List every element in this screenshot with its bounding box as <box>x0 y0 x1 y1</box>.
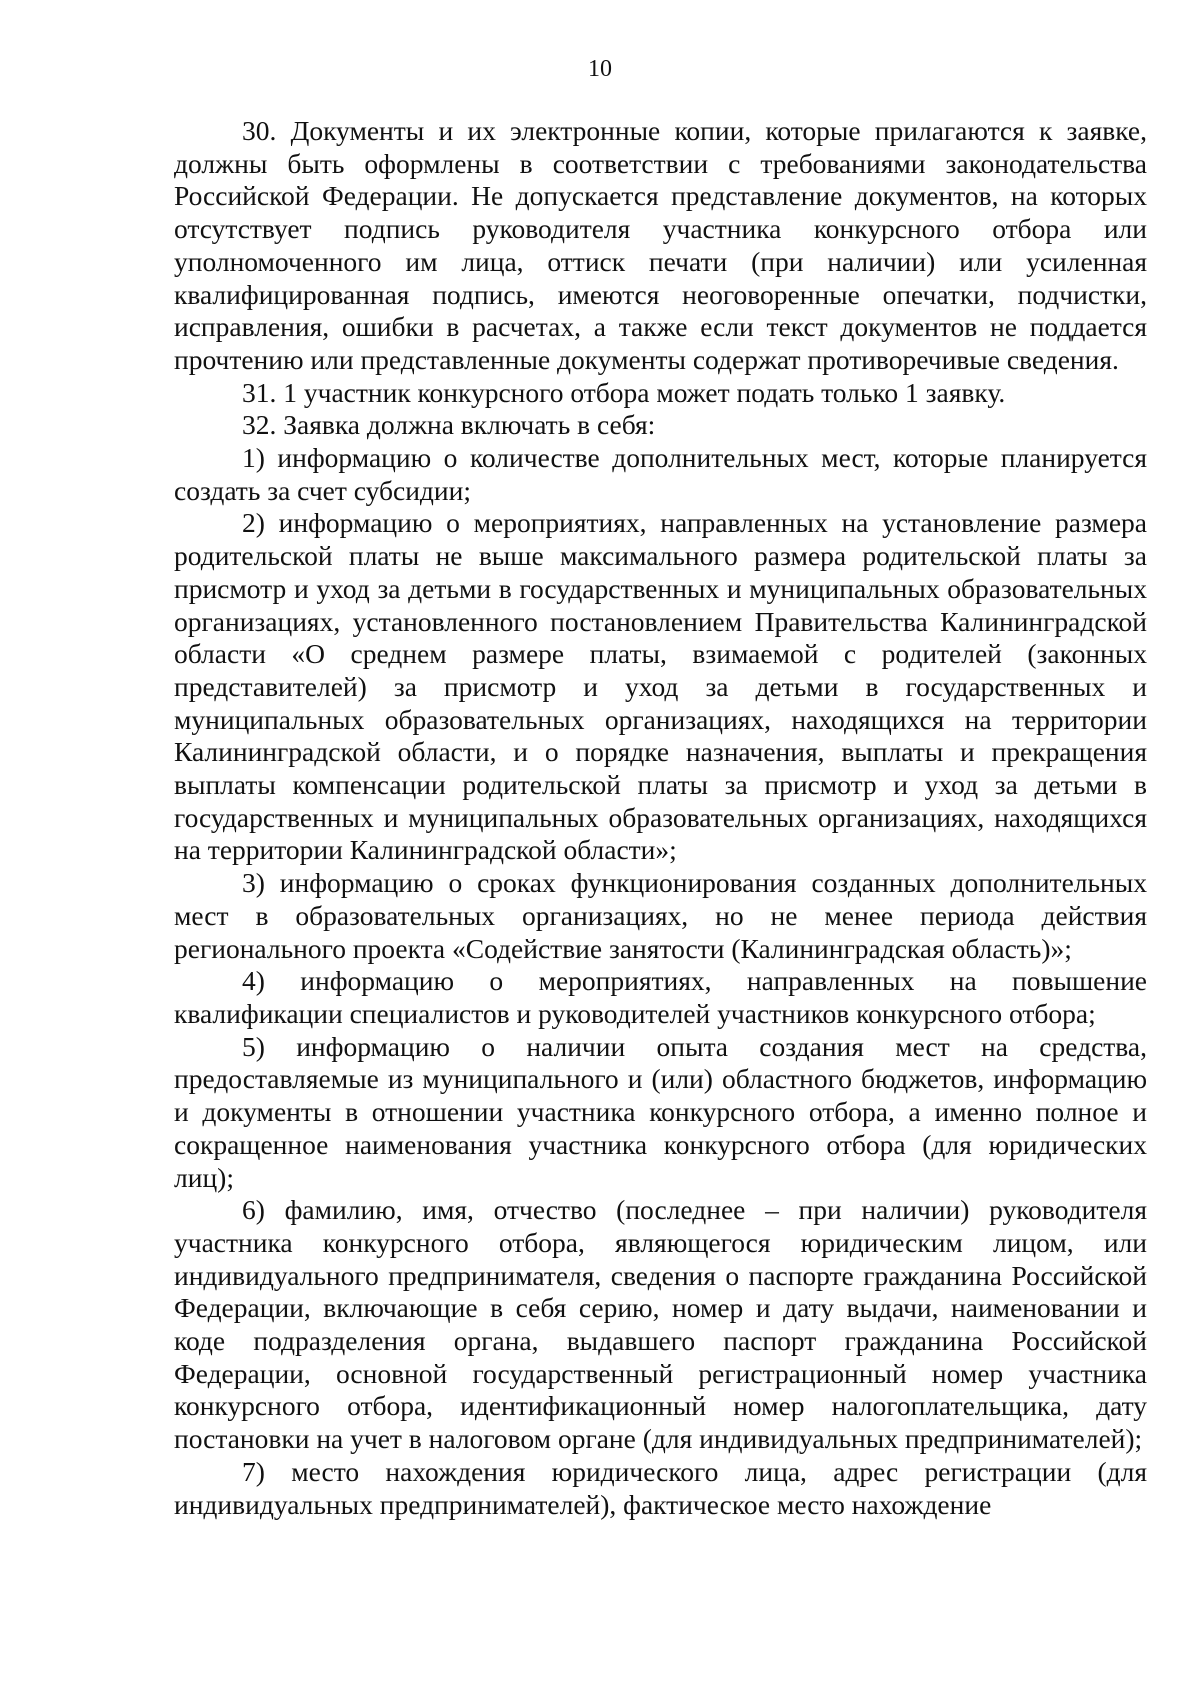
list-item-4: 4) информацию о мероприятиях, направленных на повышение квалификации специалистов и руководителей участников конкурсного отбора; <box>174 965 1147 1029</box>
paragraph-30: 30. Документы и их электронные копии, которые прилагаются к заявке, должны быть оформлены в соответствии с требованиями законодательства Российской Федерации. Не допускается представление документов, на которых отсутствует подпись руководителя участника конкурсного отбора или уполномоченного им лица, оттиск печати (при наличии) или усиленная квалифицированная подпись, имеются неоговоренные опечатки, подчистки, исправления, ошибки в расчетах, а также если текст документов не поддается прочтению или представленные документы содержат противоречивые сведения. <box>174 115 1147 375</box>
paragraph-31: 31. 1 участник конкурсного отбора может подать только 1 заявку. <box>242 376 1006 408</box>
list-item-5: 5) информацию о наличии опыта создания мест на средства, предоставляемые из муниципального и (или) областного бюджетов, информацию и документы в отношении участника конкурсного отбора, а именно полное и сокращенное наименования участника конкурсного отбора (для юридических лиц); <box>174 1030 1147 1193</box>
paragraph-32: 32. Заявка должна включать в себя: <box>242 409 656 441</box>
list-item-1: 1) информацию о количестве дополнительных мест, которые планируется создать за счет субсидии; <box>174 442 1147 506</box>
page-number: 10 <box>588 56 612 82</box>
list-item-2: 2) информацию о мероприятиях, направленных на установление размера родительской платы не выше максимального размера родительской платы за присмотр и уход за детьми в государственных и муниципальных образовательных организациях, установленного постановлением Правительства Калининградской области «О среднем размере платы, взимаемой с родителей (законных представителей) за присмотр и уход за детьми в государственных и муниципальных образовательных организациях, находящихся на территории Калининградской области, и о порядке назначения, выплаты и прекращения выплаты компенсации родительской платы за присмотр и уход за детьми в государственных и муниципальных образовательных организациях, находящихся на территории Калининградской области»; <box>174 507 1147 866</box>
list-item-7: 7) место нахождения юридического лица, адрес регистрации (для индивидуальных предпринимателей), фактическое место нахождение <box>174 1455 1147 1520</box>
list-item-3: 3) информацию о сроках функционирования созданных дополнительных мест в образовательных организациях, но не менее периода действия регионального проекта «Содействие занятости (Калининградская область)»; <box>174 867 1147 964</box>
list-item-6: 6) фамилию, имя, отчество (последнее – при наличии) руководителя участника конкурсного отбора, являющегося юридическим лицом, или индивидуального предпринимателя, сведения о паспорте гражданина Российской Федерации, включающие в себя серию, номер и дату выдачи, наименовании и коде подразделения органа, выдавшего паспорт гражданина Российской Федерации, основной государственный регистрационный номер участника конкурсного отбора, идентификационный номер налогоплательщика, дату постановки на учет в налоговом органе (для индивидуальных предпринимателей); <box>174 1194 1147 1455</box>
document-body <box>174 115 1147 1521</box>
